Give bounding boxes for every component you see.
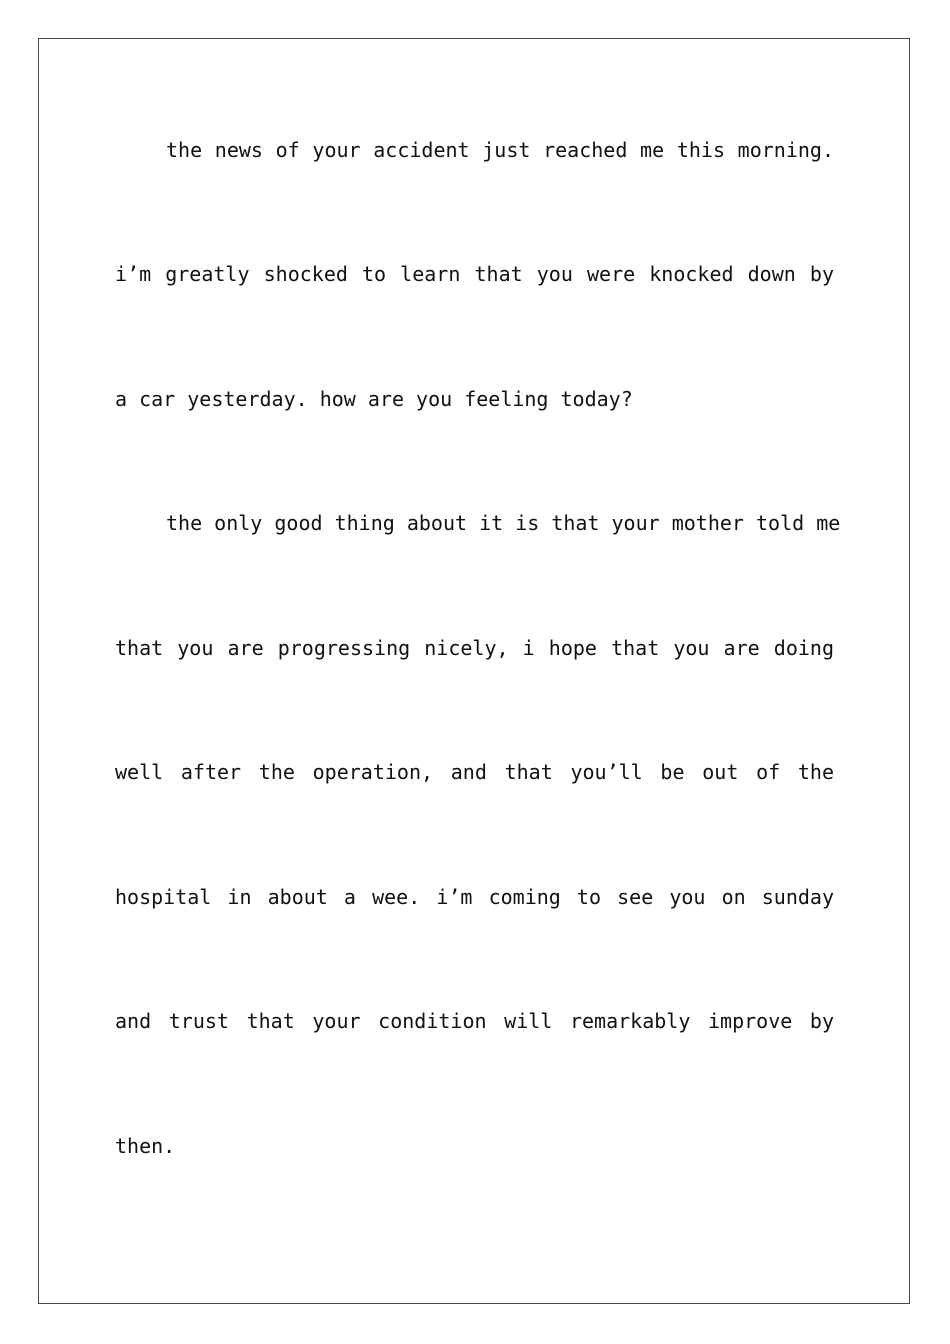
paragraph-1-line-1: the news of your accident just reached me this morning. <box>166 138 834 162</box>
paragraph-2-line-4: hospital in about a wee. i’m coming to see you on sunday <box>115 885 834 909</box>
paragraph-2-line-5: and trust that your condition will remarkably improve by <box>115 1009 834 1033</box>
paragraph-2-line-6: then. <box>115 1134 176 1158</box>
paragraph-2-line-1: the only good thing about it is that your mother told me <box>166 511 841 535</box>
paragraph-1-line-2: i’m greatly shocked to learn that you were knocked down by <box>115 262 834 286</box>
paragraph-2-line-2: that you are progressing nicely, i hope that you are doing <box>115 636 834 660</box>
paragraph-1-line-3: a car yesterday. how are you feeling today? <box>115 387 633 411</box>
paragraph-2-line-3: well after the operation, and that you’ll be out of the <box>115 760 834 784</box>
page-border <box>38 38 910 1304</box>
